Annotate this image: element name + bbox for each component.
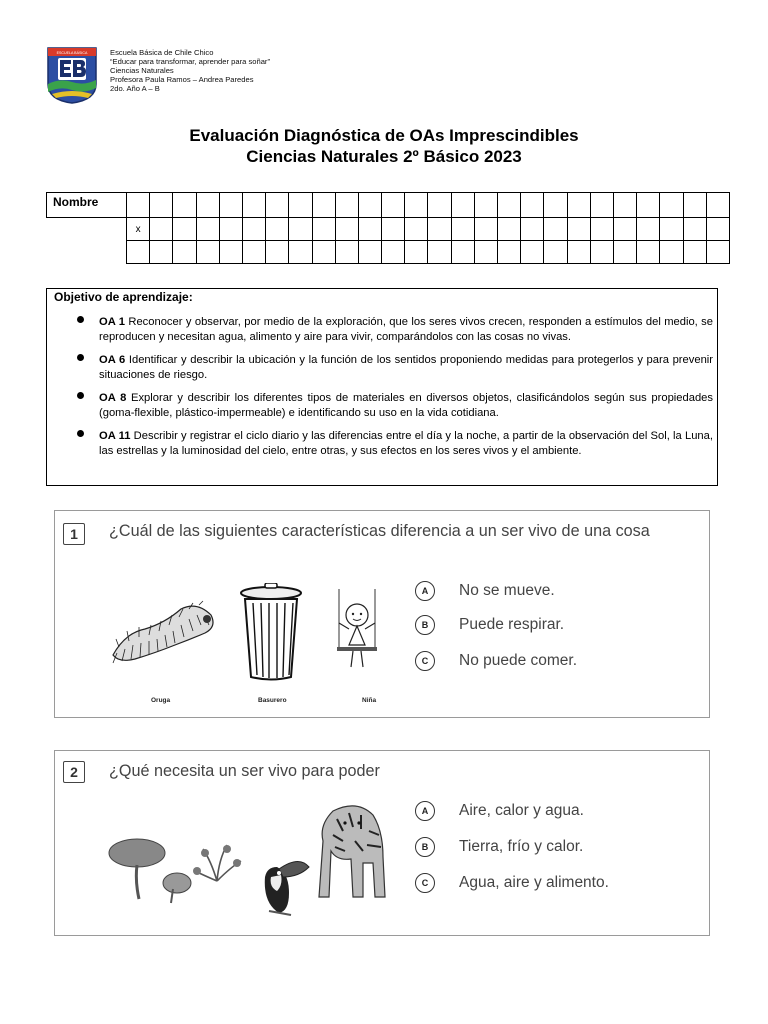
name-grid-cell[interactable] (266, 241, 289, 264)
objectives-heading: Objetivo de aprendizaje: (54, 290, 193, 304)
name-grid-cell[interactable] (312, 218, 335, 241)
name-grid-cell[interactable] (660, 241, 683, 264)
name-grid-cell[interactable] (405, 218, 428, 241)
name-grid-cell[interactable] (150, 241, 173, 264)
girl-swing-image (335, 589, 379, 679)
grid-spacer (47, 241, 127, 264)
name-grid-cell[interactable] (498, 241, 521, 264)
objective-item: OA 1 Reconocer y observar, por medio de la exploración, que los seres vivos crecen, responden a estímulos del medio, se reproducen y necesitan agua, alimento y aire para vivir, comparándolos con las cosas no vivas. (47, 315, 717, 344)
name-grid-cell[interactable] (660, 193, 683, 218)
name-grid-cell[interactable] (266, 193, 289, 218)
name-grid-cell[interactable] (683, 218, 706, 241)
name-grid-cell[interactable] (335, 193, 358, 218)
name-grid-cell[interactable] (521, 241, 544, 264)
name-grid-cell[interactable] (474, 193, 497, 218)
name-grid-cell[interactable] (428, 218, 451, 241)
name-grid-cell[interactable] (405, 241, 428, 264)
question-2 (54, 750, 710, 936)
caption-trash-can: Basurero (258, 697, 287, 704)
name-grid-cell[interactable] (613, 193, 636, 218)
logo-text: ESCUELA BÁSICA (56, 51, 88, 55)
option-text: Aire, calor y agua. (459, 802, 584, 819)
name-grid-cell[interactable] (706, 193, 729, 218)
name-grid-cell[interactable] (289, 193, 312, 218)
name-grid-row (47, 218, 730, 241)
name-grid-cell[interactable] (266, 218, 289, 241)
option-letter[interactable]: A (415, 581, 435, 601)
option-text: Puede respirar. (459, 616, 565, 633)
name-grid-cell[interactable] (312, 241, 335, 264)
name-grid-row (47, 193, 730, 218)
name-grid-cell[interactable] (196, 193, 219, 218)
bullet-icon (77, 430, 84, 437)
name-grid-cell[interactable] (196, 218, 219, 241)
name-grid-cell[interactable] (706, 218, 729, 241)
trash-can-image (239, 583, 303, 683)
name-grid-cell[interactable] (637, 218, 660, 241)
name-grid-cell[interactable] (544, 241, 567, 264)
school-teachers: Profesora Paula Ramos – Andrea Paredes (110, 75, 254, 84)
name-grid-cell[interactable] (683, 241, 706, 264)
name-grid-cell[interactable] (567, 241, 590, 264)
name-grid-cell[interactable] (706, 241, 729, 264)
option-letter[interactable]: C (415, 651, 435, 671)
name-label: Nombre (47, 193, 127, 218)
objective-item: OA 11 Describir y registrar el ciclo diario y las diferencias entre el día y la noche, a partir de la observación del Sol, la Luna, las estrellas y la luminosidad del cielo, entre otras, y sus efectos en los seres vivos y el ambiente. (47, 429, 717, 458)
name-grid-cell[interactable] (382, 218, 405, 241)
name-grid-cell[interactable] (382, 193, 405, 218)
name-grid-cell[interactable] (196, 241, 219, 264)
name-grid-cell[interactable] (358, 241, 381, 264)
option-letter[interactable]: A (415, 801, 435, 821)
name-grid-cell[interactable] (242, 241, 265, 264)
name-grid-cell[interactable] (637, 193, 660, 218)
toucan-image (255, 847, 311, 919)
option-text: No puede comer. (459, 652, 578, 669)
name-grid-cell[interactable] (289, 218, 312, 241)
tiger-image (313, 801, 401, 901)
name-grid-cell[interactable] (335, 241, 358, 264)
bullet-icon (77, 392, 84, 399)
name-grid-cell[interactable] (451, 193, 474, 218)
name-grid-cell[interactable]: x (127, 218, 150, 241)
name-grid-cell[interactable] (521, 193, 544, 218)
option-text: No se mueve. (459, 582, 555, 599)
plants-image (107, 831, 247, 911)
name-grid-cell[interactable] (405, 193, 428, 218)
name-grid-cell[interactable] (289, 241, 312, 264)
name-grid-cell[interactable] (498, 193, 521, 218)
question-number: 1 (63, 523, 85, 545)
name-grid-cell[interactable] (567, 193, 590, 218)
name-grid-cell[interactable] (451, 241, 474, 264)
name-grid-cell[interactable] (242, 193, 265, 218)
name-grid-cell[interactable] (544, 218, 567, 241)
question-number: 2 (63, 761, 85, 783)
option-text: Tierra, frío y calor. (459, 838, 584, 855)
name-grid-cell[interactable] (683, 193, 706, 218)
name-grid-cell[interactable] (637, 241, 660, 264)
name-grid-cell[interactable] (335, 218, 358, 241)
bullet-icon (77, 316, 84, 323)
name-grid-cell[interactable] (451, 218, 474, 241)
school-motto: “Educar para transformar, aprender para soñar” (110, 57, 270, 66)
name-grid-cell[interactable] (127, 193, 150, 218)
objectives-list (47, 315, 717, 467)
caption-girl: Niña (362, 697, 377, 704)
name-grid-cell[interactable] (219, 218, 242, 241)
name-grid-cell[interactable] (382, 241, 405, 264)
name-grid-cell[interactable] (590, 241, 613, 264)
page-subtitle: Ciencias Naturales 2º Básico 2023 (246, 147, 522, 166)
option-text: Agua, aire y alimento. (459, 874, 609, 891)
name-grid-cell[interactable] (590, 193, 613, 218)
bullet-icon (77, 354, 84, 361)
grid-spacer (47, 218, 127, 241)
name-grid-cell[interactable] (219, 241, 242, 264)
name-grid-cell[interactable] (150, 193, 173, 218)
school-subject: Ciencias Naturales (110, 66, 174, 75)
name-grid-row (47, 241, 730, 264)
school-course: 2do. Año A – B (110, 84, 160, 93)
option-letter[interactable]: C (415, 873, 435, 893)
name-grid (46, 192, 730, 264)
objective-item: OA 8 Explorar y describir los diferentes tipos de materiales en diversos objetos, clasificándolos según sus propiedades (goma-flexible, plástico-impermeable) e identificando su uso en la vida cotidiana. (47, 391, 717, 420)
name-grid-cell[interactable] (474, 241, 497, 264)
question-text: ¿Qué necesita un ser vivo para poder (109, 762, 380, 780)
name-grid-cell[interactable] (127, 241, 150, 264)
name-grid-cell[interactable] (590, 218, 613, 241)
name-grid-cell[interactable] (498, 218, 521, 241)
objective-item: OA 6 Identificar y describir la ubicación y la función de los sentidos proponiendo medidas para protegerlos y para prevenir situaciones de riesgo. (47, 353, 717, 382)
name-grid-cell[interactable] (219, 193, 242, 218)
name-grid-cell[interactable] (428, 241, 451, 264)
objectives-box (46, 288, 718, 486)
name-grid-cell[interactable] (567, 218, 590, 241)
name-grid-cell[interactable] (544, 193, 567, 218)
name-grid-cell[interactable] (150, 218, 173, 241)
caterpillar-image (105, 593, 225, 673)
option-letter[interactable]: B (415, 837, 435, 857)
page-title: Evaluación Diagnóstica de OAs Imprescindibles (189, 126, 579, 145)
name-grid-cell[interactable] (312, 193, 335, 218)
name-grid-cell[interactable] (521, 218, 544, 241)
name-grid-cell[interactable] (613, 218, 636, 241)
name-grid-cell[interactable] (428, 193, 451, 218)
name-grid-cell[interactable] (474, 218, 497, 241)
question-text: ¿Cuál de las siguientes características diferencia a un ser vivo de una cosa (109, 522, 650, 540)
school-info (110, 48, 270, 93)
name-grid-cell[interactable] (173, 241, 196, 264)
option-letter[interactable]: B (415, 615, 435, 635)
caption-caterpillar: Oruga (151, 697, 171, 704)
name-grid-cell[interactable] (358, 193, 381, 218)
name-grid-cell[interactable] (242, 218, 265, 241)
school-name: Escuela Básica de Chile Chico (110, 48, 214, 57)
name-grid-cell[interactable] (613, 241, 636, 264)
name-grid-cell[interactable] (660, 218, 683, 241)
school-logo (44, 44, 100, 104)
question-1 (54, 510, 710, 718)
name-grid-cell[interactable] (358, 218, 381, 241)
name-grid-cell[interactable] (173, 218, 196, 241)
name-grid-cell[interactable] (173, 193, 196, 218)
